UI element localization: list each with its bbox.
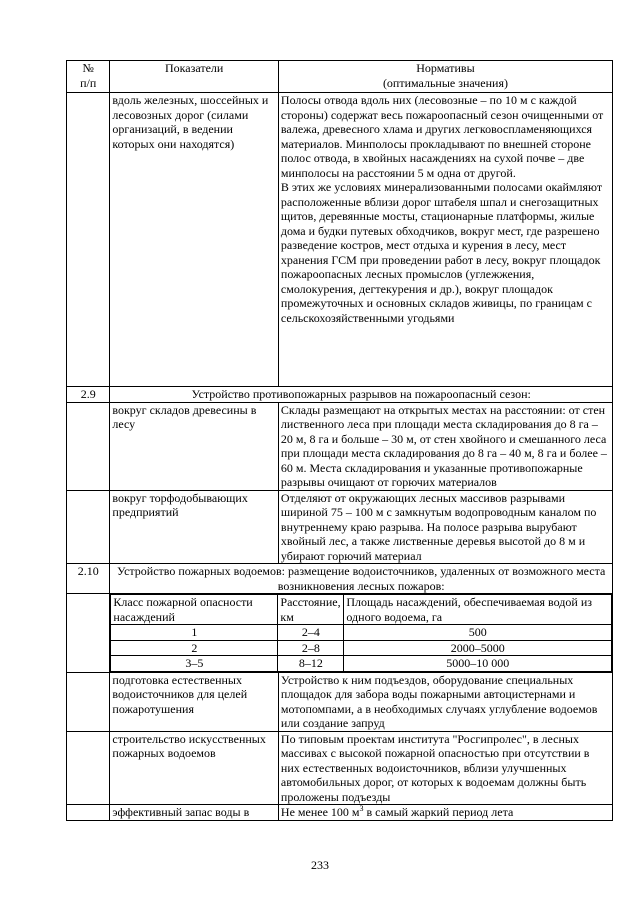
- norm-paragraph: В этих же условиях минерализованными полосами окаймляют расположенные вблизи дорог штабеля шпал и снегозащитных щитов, деревянные мосты, стационарные платформы, жилые дома и будки путевых обходчиков, вокруг мест, где разрешено разведение костров, мест отдыха и курения в лесу, мест хранения ГСМ при проведении работ в лесу, вокруг площадок пожароопасных лесных промыслов (углежжения, смолокурения, дегтекурения и др.), вокруг площадок промежуточных и основных складов живицы, по границам с сельскохозяйственными угодьями: [280, 180, 603, 325]
- row-indicator: подготовка естественных водоисточников для целей пожаротушения: [110, 672, 279, 731]
- table-row: [67, 805, 613, 821]
- distance-table-row: [111, 640, 612, 656]
- row-indicator: эффективный запас воды в: [110, 805, 279, 821]
- row-indicator: строительство искусственных пожарных водоемов: [110, 731, 279, 805]
- section-num: 2.10: [67, 564, 110, 594]
- inner-header-class: Класс пожарной опасности насаждений: [111, 595, 278, 625]
- table-row: [67, 402, 613, 490]
- row-norm: По типовым проектам института "Росгипролес", в лесных массивах с высокой пожарной опасностью при отсутствии в них естественных водоисточников, вблизи улучшенных автомобильных дорог, от которых к водоемам должны быть проложены подъезды: [278, 731, 612, 805]
- norm-text: Не менее 100 м: [280, 805, 360, 819]
- section-title: Устройство противопожарных разрывов на пожароопасный сезон:: [110, 387, 613, 403]
- inner-header-area: Площадь насаждений, обеспечиваемая водой из одного водоема, га: [344, 595, 612, 625]
- distance-table-cell: [110, 594, 613, 673]
- table-row: [67, 594, 613, 673]
- row-indicator: вокруг торфодобывающих предприятий: [110, 490, 279, 564]
- norm-text: в самый жаркий период лета: [363, 805, 514, 819]
- distance-table: [110, 594, 612, 672]
- table-header-row: [67, 61, 613, 93]
- inner-header-distance: Расстояние, км: [278, 595, 344, 625]
- row-indicator: вдоль железных, шоссейных и лесовозных дорог (силами организаций, в ведении которых они находятся): [110, 93, 279, 387]
- row-num-cell: [67, 490, 110, 564]
- norms-table: [66, 60, 613, 821]
- row-norm: [278, 805, 612, 821]
- distance-table-row: [111, 625, 612, 641]
- section-row: [67, 564, 613, 594]
- table-row: [67, 672, 613, 731]
- section-row: [67, 387, 613, 403]
- inner-distance: 8–12: [278, 656, 344, 672]
- row-num-cell: [67, 672, 110, 731]
- norm-paragraph: Полосы отвода вдоль них (лесовозные – по 10 м с каждой стороны) содержат весь пожароопасный сезон очищенными от валежа, древесного хлама и других легковоспламеняющихся материалов. Минполосы прокладывают по внешней стороне полос отвода, в хвойных насаждениях на сухой почве – две минполосы на расстоянии 5 м одна от другой.: [280, 93, 604, 180]
- inner-class: 3–5: [111, 656, 278, 672]
- norm-superscript: 3: [359, 804, 364, 813]
- distance-table-header: [111, 595, 612, 625]
- section-num: 2.9: [67, 387, 110, 403]
- section-title: Устройство пожарных водоемов: размещение водоисточников, удаленных от возможного места возникновения лесных пожаров:: [110, 564, 613, 594]
- inner-area: 500: [344, 625, 612, 641]
- inner-class: 1: [111, 625, 278, 641]
- row-num-cell: [67, 402, 110, 490]
- inner-distance: 2–4: [278, 625, 344, 641]
- header-norms: Нормативы (оптимальные значения): [278, 61, 612, 93]
- header-indicators: Показатели: [110, 61, 279, 93]
- row-num-cell: [67, 93, 110, 387]
- header-num: № п/п: [67, 61, 110, 93]
- row-num-cell: [67, 805, 110, 821]
- inner-area: 2000–5000: [344, 640, 612, 656]
- row-norm: Устройство к ним подъездов, оборудование специальных площадок для забора воды пожарными автоцистернами и мотопомпами, а в необходимых случаях углубление водоемов или создание запруд: [278, 672, 612, 731]
- inner-area: 5000–10 000: [344, 656, 612, 672]
- page-number: 233: [311, 858, 329, 872]
- row-norm: Склады размещают на открытых местах на расстоянии: от стен лиственного леса при площади места складирования до 8 га – 20 м, 8 га и больше – 30 м, от стен хвойного и смешанного леса при площади места складирования до 8 га – 40 м, 8 га и более – 60 м. Места складирования и указанные противопожарные разрывы очищают от горючих материалов: [278, 402, 612, 490]
- inner-class: 2: [111, 640, 278, 656]
- table-row: [67, 93, 613, 387]
- row-indicator: вокруг складов древесины в лесу: [110, 402, 279, 490]
- row-norm: [278, 93, 612, 387]
- table-row: [67, 731, 613, 805]
- row-num-cell: [67, 594, 110, 673]
- table-row: [67, 490, 613, 564]
- distance-table-row: [111, 656, 612, 672]
- row-norm: Отделяют от окружающих лесных массивов разрывами шириной 75 – 100 м с замкнутым водопроводным каналом по внутреннему краю разрыва. На полосе разрыва вырубают хвойный лес, а также лиственные деревья высотой до 8 м и убирают горючий материал: [278, 490, 612, 564]
- row-num-cell: [67, 731, 110, 805]
- inner-distance: 2–8: [278, 640, 344, 656]
